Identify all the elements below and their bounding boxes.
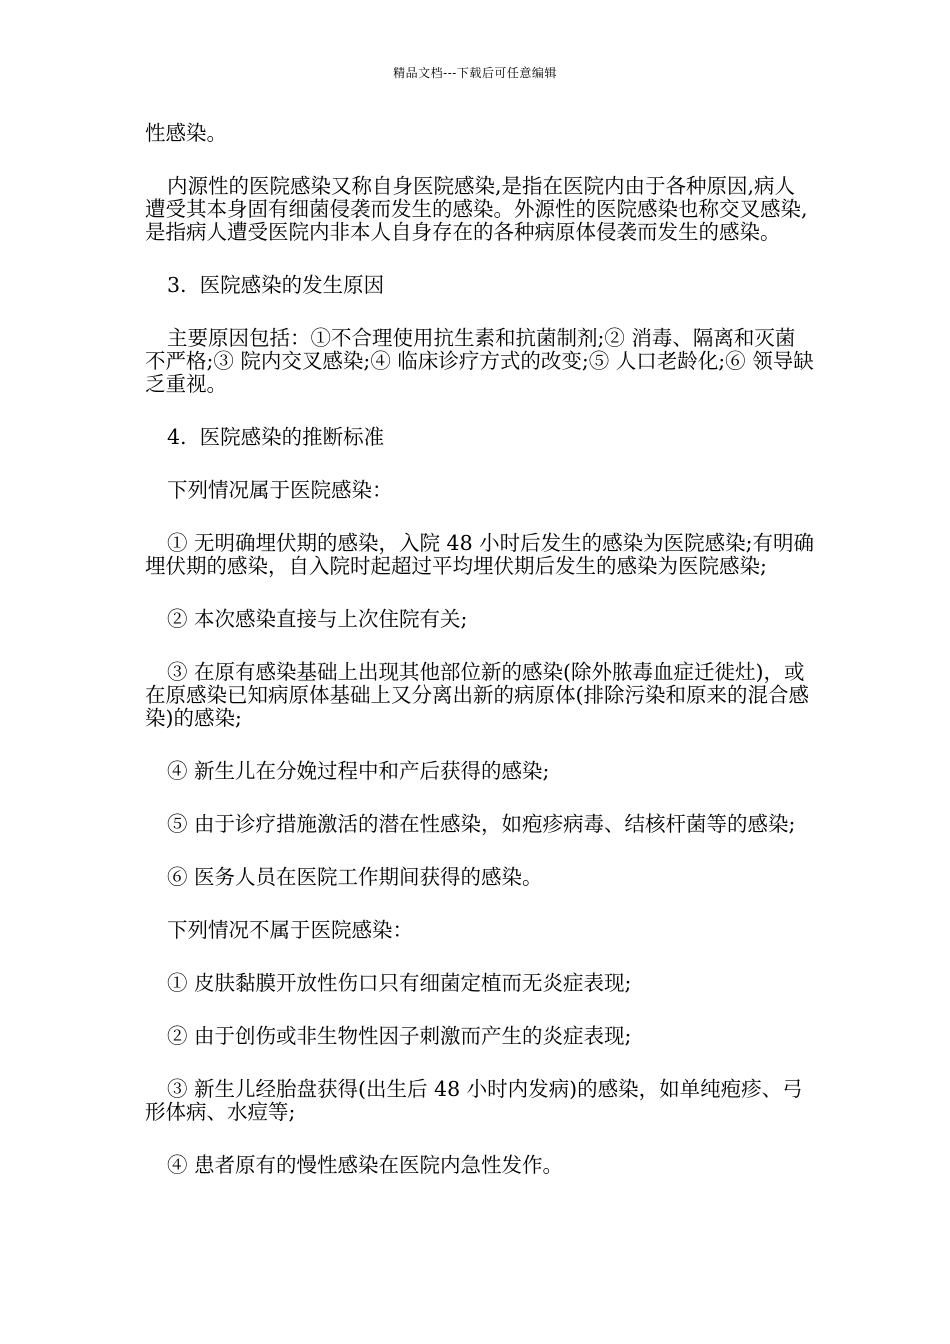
list-item-belongs-3: ③ 在原有感染基础上出现其他部位新的感染(除外脓毒血症迁徙灶)，或在原感染已知病原体基础上又分离出新的病原体(排除污染和原来的混合感染)的感染; — [145, 660, 809, 730]
paragraph-main-causes: 主要原因包括：①不合理使用抗生素和抗菌制剂;② 消毒、隔离和灭菌不严格;③ 院内交叉感染;④ 临床诊疗方式的改变;⑤ 人口老龄化;⑥ 领导缺乏重视。 — [145, 326, 814, 396]
list-item-belongs-1: ① 无明确埋伏期的感染，入院 48 小时后发生的感染为医院感染;有明确埋伏期的感染，自入院时起超过平均埋伏期后发生的感染为医院感染; — [145, 531, 815, 578]
document-body — [145, 122, 815, 1207]
section-heading-criteria: 4. 医院感染的推断标准 — [167, 425, 385, 449]
list-item-not-belongs-3: ③ 新生儿经胎盘获得(出生后 48 小时内发病)的感染，如单纯疱疹、弓形体病、水痘等; — [145, 1077, 803, 1124]
page-header: 精品文档---下载后可任意编辑 — [393, 66, 557, 80]
paragraph-continuation: 性感染。 — [145, 121, 227, 145]
paragraph-source-definition: 内源性的医院感染又称自身医院感染,是指在医院内由于各种原因,病人遭受其本身固有细菌侵袭而发生的感染。外源性的医院感染也称交叉感染,是指病人遭受医院内非本人自身存在的各种病原体侵袭而发生的感染。 — [145, 174, 808, 244]
list-item-not-belongs-2: ② 由于创伤或非生物性因子刺激而产生的炎症表现; — [167, 1024, 632, 1048]
list-item-not-belongs-1: ① 皮肤黏膜开放性伤口只有细菌定植而无炎症表现; — [167, 971, 632, 995]
paragraph-belongs-intro: 下列情况属于医院感染： — [167, 478, 393, 502]
list-item-belongs-2: ② 本次感染直接与上次住院有关; — [167, 607, 468, 631]
list-item-belongs-4: ④ 新生儿在分娩过程中和产后获得的感染; — [167, 759, 550, 783]
paragraph-not-belongs-intro: 下列情况不属于医院感染： — [167, 918, 413, 942]
list-item-belongs-6: ⑥ 医务人员在医院工作期间获得的感染。 — [167, 865, 543, 889]
section-heading-causes: 3. 医院感染的发生原因 — [167, 273, 385, 297]
list-item-not-belongs-4: ④ 患者原有的慢性感染在医院内急性发作。 — [167, 1153, 564, 1177]
list-item-belongs-5: ⑤ 由于诊疗措施激活的潜在性感染，如疱疹病毒、结核杆菌等的感染; — [167, 812, 796, 836]
